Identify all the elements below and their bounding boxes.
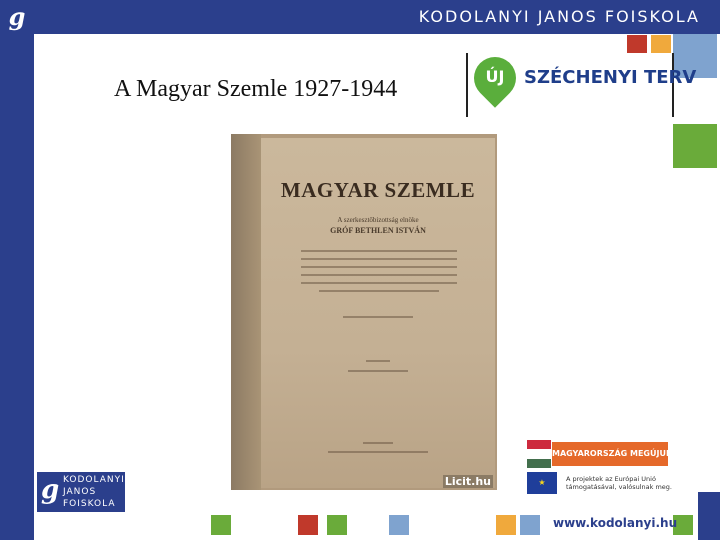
logo-line-1: KODOLANYI [63, 475, 125, 485]
deco-square-blue [389, 515, 409, 535]
kodolanyi-g-icon: g [41, 475, 60, 505]
deco-square-orange [651, 35, 671, 55]
hungarian-flag-icon [527, 440, 551, 468]
text-line [348, 370, 408, 372]
text-line [363, 442, 393, 444]
eu-flag-icon: ★ [527, 472, 557, 494]
website-link[interactable]: www.kodolanyi.hu [553, 516, 678, 530]
book-spine [231, 134, 261, 490]
text-line [319, 290, 439, 292]
kodolanyi-logo [37, 472, 125, 512]
header-brand: KODOLANYI JANOS FOISKOLA [418, 7, 700, 26]
corner-logo-icon: g [8, 2, 26, 31]
book-photo [231, 134, 497, 490]
magyarorszag-megujul-label: MAGYARORSZÁG MEGÚJUL [552, 442, 668, 466]
deco-square-red [298, 515, 318, 535]
deco-square-green [211, 515, 231, 535]
text-line [301, 282, 457, 284]
text-line [301, 250, 457, 252]
text-line [301, 258, 457, 260]
book-subtitle: A szerkesztőbizottság elnöke [337, 216, 419, 224]
deco-square-orange [496, 515, 516, 535]
eu-support-text: A projektek az Európai Unió támogatásával, valósulnak meg. [566, 475, 672, 491]
kodolanyi-logo-text [63, 474, 125, 510]
deco-square-blue [520, 515, 540, 535]
text-line [366, 360, 390, 362]
text-line [343, 316, 413, 318]
slide-title: A Magyar Szemle 1927-1944 [114, 76, 398, 102]
book-title: MAGYAR SZEMLE [280, 178, 476, 202]
text-line [301, 274, 457, 276]
szechenyi-terv-logo [466, 53, 697, 117]
logo-line-2: JANOS [63, 487, 97, 497]
deco-square-green [327, 515, 347, 535]
text-line [328, 451, 428, 453]
szechenyi-label: SZÉCHENYI TERV [524, 67, 697, 88]
book-editor: GRÓF BETHLEN ISTVÁN [330, 226, 426, 235]
left-band [0, 0, 34, 540]
deco-square-green [673, 124, 717, 168]
watermark: Licit.hu [444, 475, 491, 488]
text-line [301, 266, 457, 268]
book-page [261, 138, 495, 488]
deco-square-red [627, 35, 647, 55]
deco-square-navy [698, 492, 720, 540]
logo-line-3: FOISKOLA [63, 499, 116, 509]
pin-text: ÚJ [485, 67, 505, 86]
